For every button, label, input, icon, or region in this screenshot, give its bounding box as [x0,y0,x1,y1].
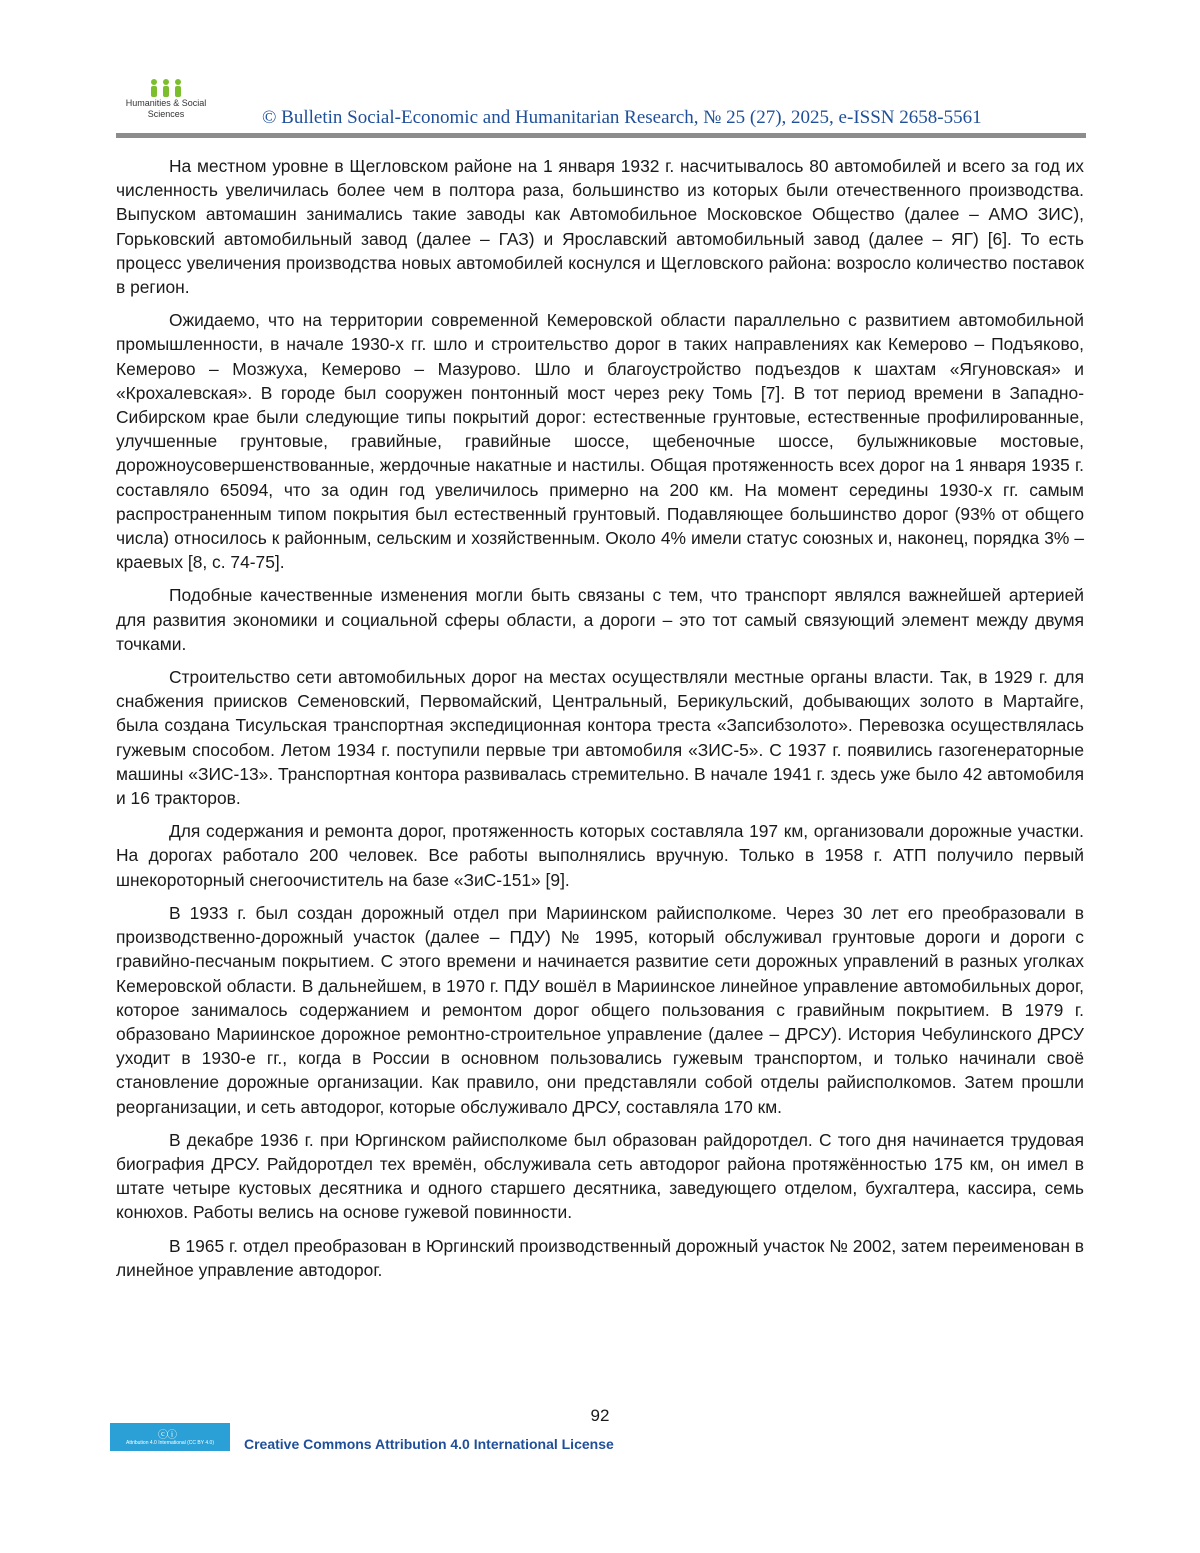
article-body [116,154,1084,1291]
cc-badge-text: Attribution 4.0 International (CC BY 4.0) [125,1440,214,1446]
cc-by-icon: ⓒⓘ [158,1430,176,1441]
paragraph: В 1933 г. был создан дорожный отдел при Мариинском райисполкоме. Через 30 лет его преобразовали в производственно-дорожный участок (далее – ПДУ) № 1995, который обслуживал грунтовые дороги и дороги с гравийно-песчаным покрытием. С этого времени и начинается развитие сети дорожных управлений в разных уголках Кемеровской области. В дальнейшем, в 1970 г. ПДУ вошёл в Мариинское линейное управление автомобильных дорог, которое занималось содержанием и ремонтом дорог общего пользования с гравийным покрытием. В 1979 г. образовано Мариинское дорожное ремонтно-строительное управление (далее – ДРСУ). История Чебулинского ДРСУ уходит в 1930-е гг., когда в России в основном пользовались гужевым транспортом, и только начинали своё становление дорожные организации. Как правило, они представляли собой отделы райисполкомов. Затем прошли реорганизации, и сеть автодорог, которые обслуживало ДРСУ, составляла 170 км. [116,902,1084,1117]
journal-citation: © Bulletin Social-Economic and Humanitarian Research, № 25 (27), 2025, e-ISSN 2658-5561 [262,107,982,128]
paragraph: На местном уровне в Щегловском районе на 1 января 1932 г. насчитывалось 80 автомобилей и всего за год их численность увеличилась более чем в полтора раза, большинство из которых были отечественного производства. Выпуском автомашин занимались такие заводы как Автомобильное Московское Общество (далее – АМО ЗИС), Горьковский автомобильный завод (далее – ГАЗ) и Ярославский автомобильный завод (далее – ЯГ) [6]. То есть процесс увеличения производства новых автомобилей коснулся и Щегловского района: возросло количество поставок в регион. [116,156,1084,298]
people-logo-icon [146,78,186,98]
header-divider [116,133,1086,138]
paragraph: В декабре 1936 г. при Юргинском райисполкоме был образован райдоротдел. С того дня начинается трудовая биография ДРСУ. Райдоротдел тех времён, обслуживала сеть автодорог района протяжённостью 175 км, он имел в штате четыре кустовых десятника и одного старшего десятника, заведующего отделом, бухгалтера, кассира, семь конюхов. Работы велись на основе гужевой повинности. [116,1129,1084,1223]
paragraph: Ожидаемо, что на территории современной Кемеровской области параллельно с развитием автомобильной промышленности, в начале 1930-х гг. шло и строительство дорог в таких направлениях как Кемерово – Подъяково, Кемерово – Мозжуха, Кемерово – Мазурово. Шло и благоустройство подъездов к шахтам «Ягуновская» и «Крохалевская». В городе был сооружен понтонный мост через реку Томь [7]. В тот период времени в Западно-Сибирском крае были следующие типы покрытий дорог: естественные грунтовые, естественные профилированные, улучшенные грунтовые, гравийные, гравийные шоссе, щебеночные шоссе, булыжниковые мостовые, дорожноусовершенствованные, жердочные накатные и настилы. Общая протяженность всех дорог на 1 января 1935 г. составляло 65094, что за один год увеличилось примерно на 200 км. На момент середины 1930-х гг. самым распространенным типом покрытия был естественный грунтовый. Подавляющее большинство дорог (93% от общего числа) относилось к районным, сельским и хозяйственным. Около 4% имели статус союзных и, наконец, порядка 3% – краевых [8, с. 74-75]. [116,310,1084,573]
cc-license-badge[interactable] [110,1423,230,1451]
license-link[interactable]: Creative Commons Attribution 4.0 International License [244,1436,614,1452]
paragraph: В 1965 г. отдел преобразован в Юргинский производственный дорожный участок № 2002, затем переименован в линейное управление автодорог. [116,1235,1084,1280]
paragraph: Для содержания и ремонта дорог, протяженность которых составляла 197 км, организовали дорожные участки. На дорогах работало 200 человек. Все работы выполнялись вручную. Только в 1958 г. АТП получило первый шнекороторный снегоочиститель на базе «ЗиС-151» [9]. [116,821,1084,890]
page-number: 92 [590,1406,610,1425]
journal-logo [116,78,216,120]
logo-text: Humanities & Social Sciences [125,98,207,119]
paragraph: Строительство сети автомобильных дорог на местах осуществляли местные органы власти. Так, в 1929 г. для снабжения приисков Семеновский, Первомайский, Центральный, Берикульский, добывающих золото в Мартайге, была создана Тисульская транспортная экспедиционная контора треста «Запсибзолото». Перевозка осуществлялась гужевым способом. Летом 1934 г. поступили первые три автомобиля «ЗИС-5». С 1937 г. появились газогенераторные машины «ЗИС-13». Транспортная контора развивалась стремительно. В начале 1941 г. здесь уже было 42 автомобиля и 16 тракторов. [116,667,1084,809]
paragraph: Подобные качественные изменения могли быть связаны с тем, что транспорт являлся важнейшей артерией для развития экономики и социальной сферы области, а дороги – это тот самый связующий элемент между двумя точками. [116,585,1084,654]
page-header [0,0,1200,140]
